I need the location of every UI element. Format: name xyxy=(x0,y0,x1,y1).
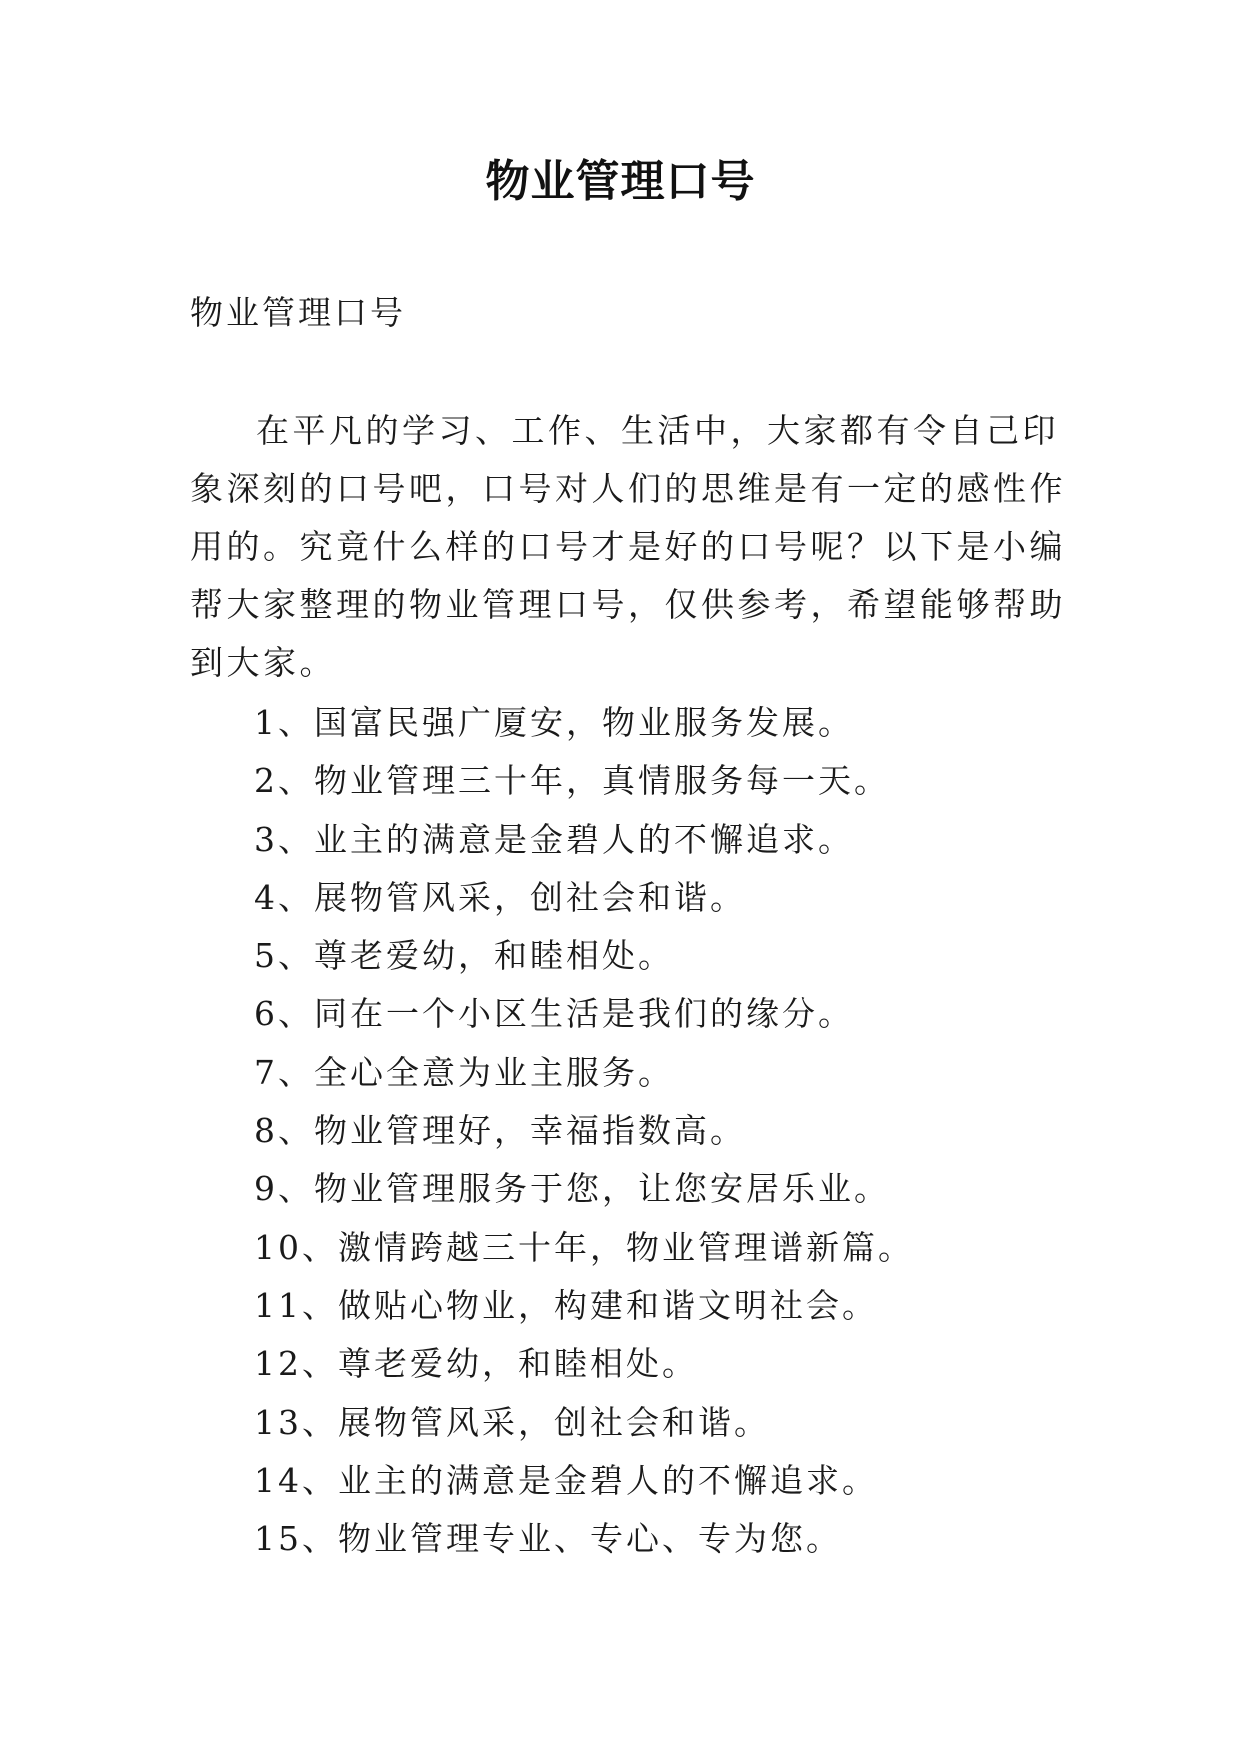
slogan-item: 11、做贴心物业，构建和谐文明社会。 xyxy=(254,1285,878,1325)
slogan-item: 1、国富民强广厦安，物业服务发展。 xyxy=(254,703,854,742)
slogan-item: 4、展物管风采，创社会和谐。 xyxy=(254,877,746,917)
slogan-list xyxy=(254,694,914,1568)
slogan-item: 2、物业管理三十年，真情服务每一天。 xyxy=(254,761,890,801)
slogan-item: 13、展物管风采，创社会和谐。 xyxy=(254,1402,770,1442)
slogan-item: 3、业主的满意是金碧人的不懈追求。 xyxy=(254,819,854,859)
slogan-item: 14、业主的满意是金碧人的不懈追求。 xyxy=(254,1460,878,1500)
slogan-item: 9、物业管理服务于您，让您安居乐业。 xyxy=(254,1169,890,1209)
slogan-item: 15、物业管理专业、专心、专为您。 xyxy=(254,1519,842,1559)
slogan-item: 5、尊老爱幼，和睦相处。 xyxy=(254,936,674,976)
slogan-item: 7、全心全意为业主服务。 xyxy=(254,1052,674,1092)
document-title: 物业管理口号 xyxy=(485,156,756,207)
slogan-item: 8、物业管理好，幸福指数高。 xyxy=(254,1111,746,1151)
document-subtitle: 物业管理口号 xyxy=(190,293,406,332)
intro-paragraph: 在平凡的学习、工作、生活中，大家都有令自己印象深刻的口号吧，口号对人们的思维是有一定的感性作用的。究竟什么样的口号才是好的口号呢？以下是小编帮大家整理的物业管理口号，仅供参考，希望能够帮助到大家。 xyxy=(190,411,1066,682)
slogan-item: 10、激情跨越三十年，物业管理谱新篇。 xyxy=(254,1227,914,1267)
slogan-item: 6、同在一个小区生活是我们的缘分。 xyxy=(254,994,854,1034)
slogan-item: 12、尊老爱幼，和睦相处。 xyxy=(254,1344,698,1384)
